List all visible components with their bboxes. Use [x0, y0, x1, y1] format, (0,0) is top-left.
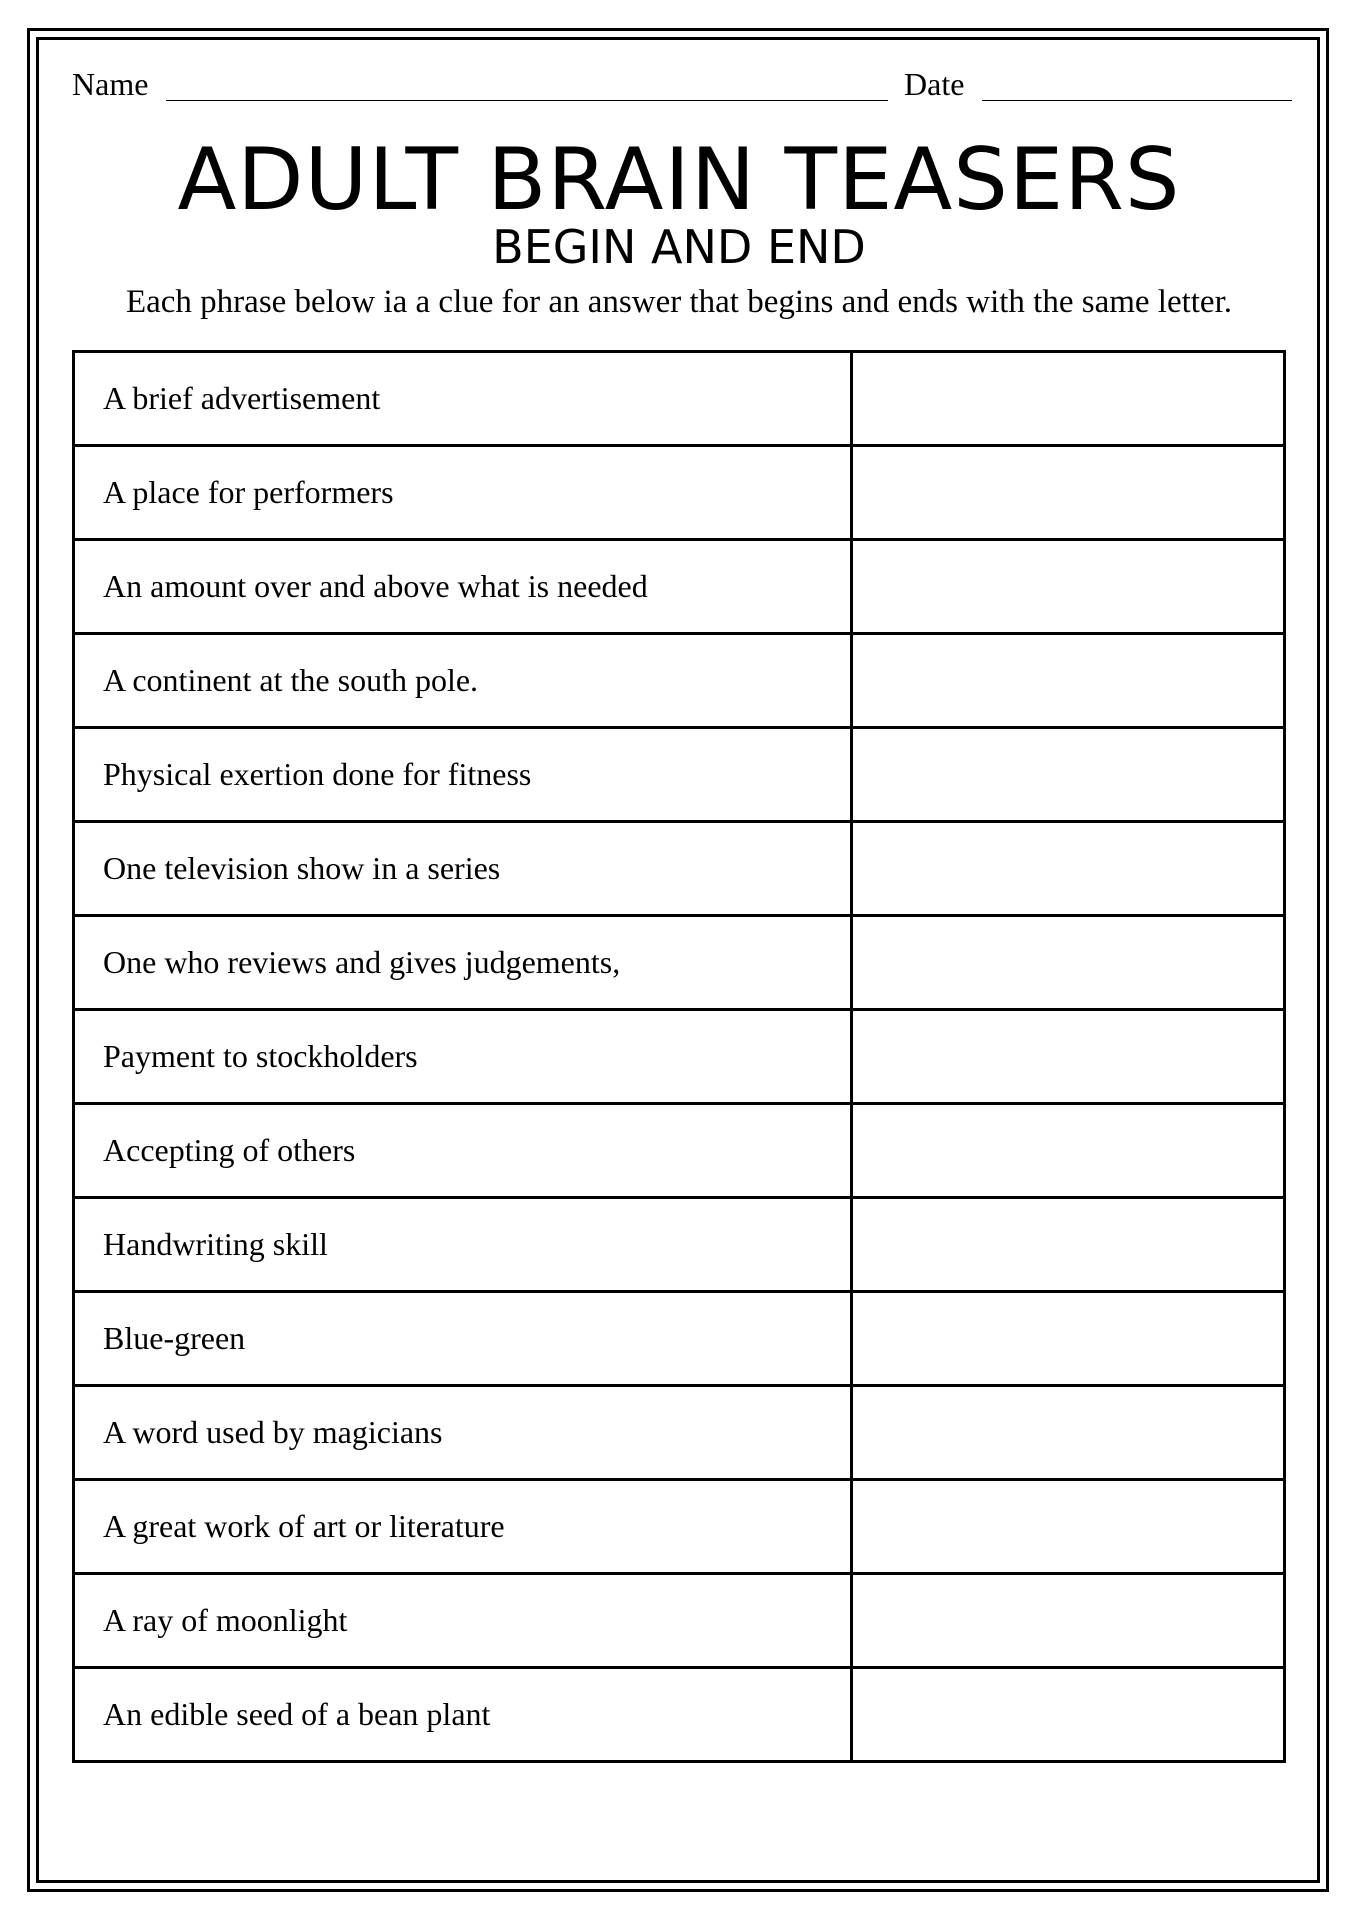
table-row — [74, 916, 1285, 1010]
name-field[interactable] — [166, 100, 888, 101]
table-row — [74, 1104, 1285, 1198]
table-row — [74, 352, 1285, 446]
answer-box[interactable] — [852, 634, 1285, 728]
clue-text: One television show in a series — [74, 822, 852, 916]
answer-box[interactable] — [852, 1104, 1285, 1198]
table-row — [74, 540, 1285, 634]
clue-text: Payment to stockholders — [74, 1010, 852, 1104]
instructions-text: Each phrase below ia a clue for an answer that begins and ends with the same letter. — [125, 284, 1232, 320]
clue-text: One who reviews and gives judgements, — [74, 916, 852, 1010]
clue-text: A word used by magicians — [74, 1386, 852, 1480]
clue-text: A place for performers — [74, 446, 852, 540]
answer-box[interactable] — [852, 1292, 1285, 1386]
date-field[interactable] — [982, 100, 1292, 101]
table-row — [74, 1010, 1285, 1104]
answer-box[interactable] — [852, 446, 1285, 540]
table-row — [74, 822, 1285, 916]
answer-box[interactable] — [852, 1480, 1285, 1574]
table-row — [74, 1386, 1285, 1480]
answer-box[interactable] — [852, 540, 1285, 634]
table-row — [74, 1668, 1285, 1762]
table-row — [74, 1480, 1285, 1574]
answer-box[interactable] — [852, 1010, 1285, 1104]
answer-box[interactable] — [852, 1198, 1285, 1292]
answer-box[interactable] — [852, 352, 1285, 446]
clue-text: A brief advertisement — [74, 352, 852, 446]
clue-text: An edible seed of a bean plant — [74, 1668, 852, 1762]
answer-box[interactable] — [852, 728, 1285, 822]
table-row — [74, 1198, 1285, 1292]
table-row — [74, 446, 1285, 540]
page-title: ADULT BRAIN TEASERS — [177, 130, 1181, 230]
clue-text: Accepting of others — [74, 1104, 852, 1198]
clue-text: A continent at the south pole. — [74, 634, 852, 728]
name-label: Name — [72, 66, 149, 102]
answer-box[interactable] — [852, 1668, 1285, 1762]
clue-text: Blue-green — [74, 1292, 852, 1386]
table-row — [74, 1574, 1285, 1668]
answer-box[interactable] — [852, 822, 1285, 916]
clue-text: Handwriting skill — [74, 1198, 852, 1292]
table-row — [74, 634, 1285, 728]
table-row — [74, 728, 1285, 822]
clue-text: Physical exertion done for fitness — [74, 728, 852, 822]
table-row — [74, 1292, 1285, 1386]
answer-box[interactable] — [852, 916, 1285, 1010]
answer-box[interactable] — [852, 1386, 1285, 1480]
date-label: Date — [904, 66, 965, 102]
header-row — [72, 62, 1292, 106]
clue-table — [72, 350, 1286, 1763]
clue-text: A great work of art or literature — [74, 1480, 852, 1574]
clue-text: An amount over and above what is needed — [74, 540, 852, 634]
clue-text: A ray of moonlight — [74, 1574, 852, 1668]
page-subtitle: BEGIN AND END — [492, 220, 866, 274]
answer-box[interactable] — [852, 1574, 1285, 1668]
